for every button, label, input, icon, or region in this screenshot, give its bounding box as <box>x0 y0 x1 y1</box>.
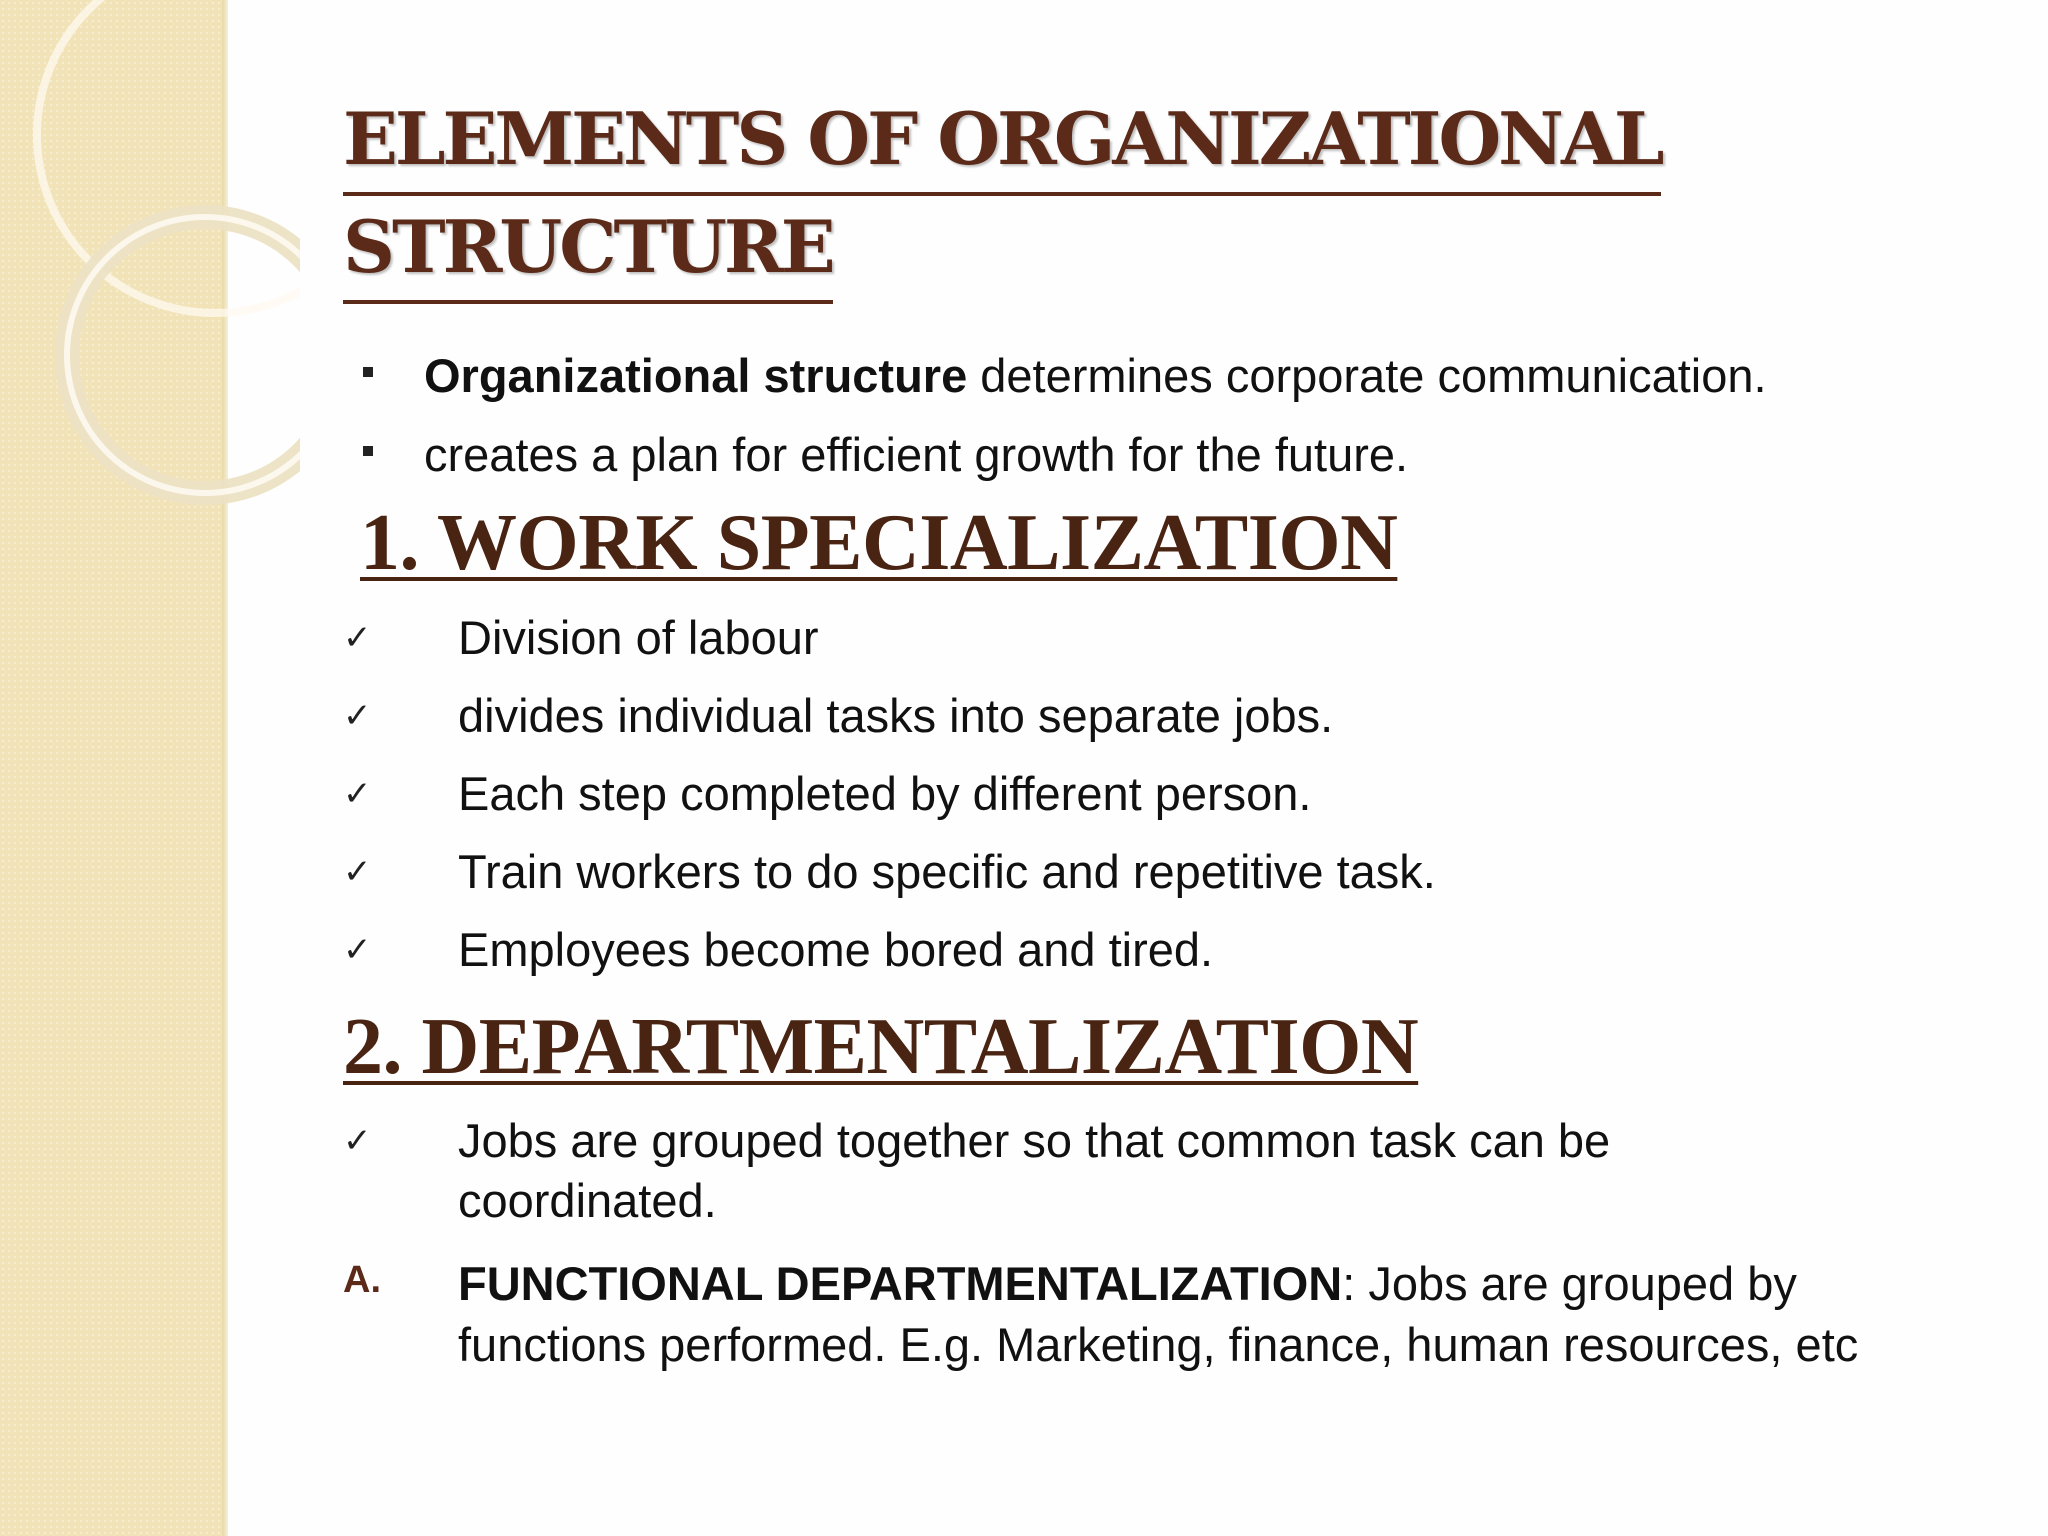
decorative-circles <box>0 0 300 520</box>
list-item <box>343 1111 1793 1231</box>
section-heading-departmentalization: 2. DEPARTMENTALIZATION <box>343 1003 1419 1091</box>
checkmark-icon: ✓ <box>343 696 372 736</box>
list-item-text: Employees become bored and tired. <box>458 923 1214 976</box>
slide-title <box>343 88 1661 304</box>
intro-bullet-list <box>360 336 1767 494</box>
checkmark-icon: ✓ <box>343 1121 372 1161</box>
list-item <box>343 686 1436 746</box>
list-item-text: Jobs are grouped together so that common task can be coordinated. <box>458 1114 1611 1227</box>
departmentalization-list <box>343 1111 1793 1249</box>
checkmark-icon: ✓ <box>343 852 372 892</box>
intro-bullet <box>360 336 1767 415</box>
checkmark-icon: ✓ <box>343 774 372 814</box>
functional-departmentalization-item <box>343 1253 1943 1375</box>
work-specialization-list <box>343 608 1436 998</box>
section-heading-work-specialization: 1. WORK SPECIALIZATION <box>360 499 1398 587</box>
list-item <box>343 764 1436 824</box>
list-item-text: Train workers to do specific and repetitive task. <box>458 845 1436 898</box>
sub-item-marker: A. <box>343 1259 381 1301</box>
intro-bullet-text: determines corporate communication. <box>967 349 1767 402</box>
sub-item-text: : Jobs are grouped by functions performed. E.g. Marketing, finance, human resources, etc <box>458 1257 1859 1371</box>
title-line-2: STRUCTURE <box>343 196 833 304</box>
intro-bullet-text: creates a plan for efficient growth for the future. <box>424 428 1409 481</box>
square-bullet-icon <box>363 446 373 456</box>
list-item-text: divides individual tasks into separate jobs. <box>458 689 1334 742</box>
checkmark-icon: ✓ <box>343 930 372 970</box>
intro-bullet-bold: Organizational structure <box>424 349 968 402</box>
checkmark-icon: ✓ <box>343 618 372 658</box>
list-item-text: Division of labour <box>458 611 819 664</box>
square-bullet-icon <box>363 367 373 377</box>
list-item <box>343 842 1436 902</box>
sub-item-bold: FUNCTIONAL DEPARTMENTALIZATION <box>458 1257 1343 1310</box>
sub-item-text-block <box>458 1253 1943 1375</box>
title-line-1: ELEMENTS OF ORGANIZATIONAL <box>343 88 1661 196</box>
list-item-text: Each step completed by different person. <box>458 767 1312 820</box>
list-item <box>343 608 1436 668</box>
intro-bullet <box>360 415 1767 494</box>
list-item <box>343 920 1436 980</box>
